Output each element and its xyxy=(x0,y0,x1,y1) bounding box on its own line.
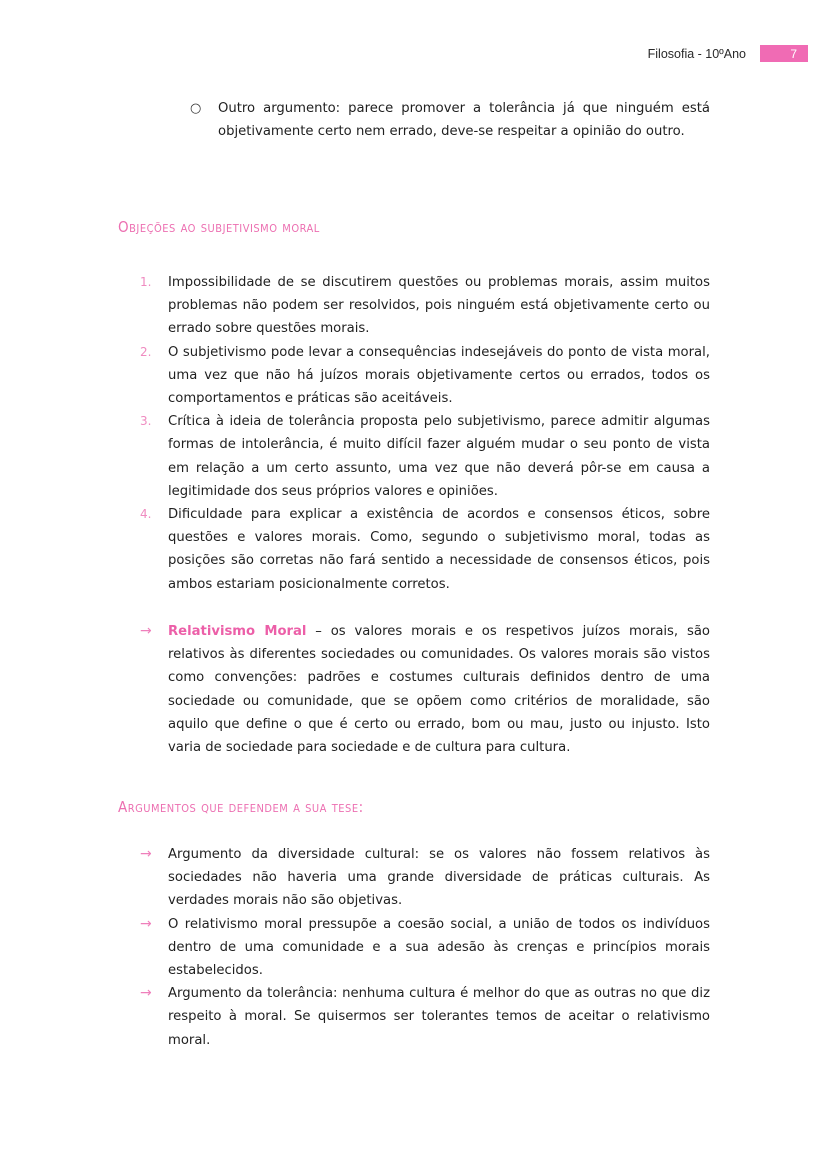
argument-item xyxy=(140,982,710,1052)
objection-item xyxy=(140,410,710,503)
page-number-badge xyxy=(760,45,808,62)
hollow-circle-bullet-icon: ○ xyxy=(190,101,202,116)
page-header xyxy=(648,45,808,62)
arrow-right-icon: → xyxy=(140,623,152,639)
relativism-definition-text: – os valores morais e os respetivos juízos morais, são relativos às diferentes sociedades ou comunidades. Os valores morais são vistos como convenções: padrões e costumes culturais definidos dentro de uma sociedade ou comunidade, que se opõem como critérios de moralidade, são aquilo que define o que é certo ou errado, bom ou mau, justo ou injusto. Isto varia de sociedade para sociedade e de cultura para cultura. xyxy=(168,624,710,756)
objection-item xyxy=(140,271,710,341)
objection-text: O subjetivismo pode levar a consequências indesejáveis do ponto de vista moral, uma vez que não há juízos morais objetivamente certos ou errados, todos os comportamentos e práticas são aceitáveis. xyxy=(168,344,710,407)
argument-text: O relativismo moral pressupõe a coesão social, a união de todos os indivíduos dentro de uma comunidade e a sua adesão às crenças e princípios morais estabelecidos. xyxy=(168,916,710,979)
section-heading-arguments: Argumentos que defendem a sua tese: xyxy=(118,798,364,816)
list-number: 2. xyxy=(140,344,152,359)
argument-text: Argumento da diversidade cultural: se os valores não fossem relativos às sociedades não haveria uma grande diversidade de práticas culturais. As verdades morais não são objetivas. xyxy=(168,847,710,909)
relativism-item xyxy=(140,620,710,759)
argument-text: Argumento da tolerância: nenhuma cultura é melhor do que as outras no que diz respeito à moral. Se quisermos ser tolerantes temos de aceitar o relativismo moral. xyxy=(168,986,710,1048)
list-number: 3. xyxy=(140,414,152,429)
page-number: 7 xyxy=(790,46,797,61)
document-title: Filosofia - 10ºAno xyxy=(647,46,746,61)
objection-item xyxy=(140,503,710,596)
objection-text: Crítica à ideia de tolerância proposta pelo subjetivismo, parece admitir algumas formas de intolerância, é muito difícil fazer alguém mudar o seu ponto de vista em relação a um certo assunto, uma vez que não deverá pôr-se em causa a legitimidade dos seus próprios valores e opiniões. xyxy=(168,414,710,499)
objections-list xyxy=(140,271,710,596)
relativism-term: Relativismo Moral xyxy=(168,624,307,639)
list-number: 4. xyxy=(140,507,152,522)
objection-text: Impossibilidade de se discutirem questões ou problemas morais, assim muitos problemas não podem ser resolvidos, pois ninguém está objetivamente certo ou errado sobre questões morais. xyxy=(168,275,710,337)
list-number: 1. xyxy=(140,275,152,289)
arguments-list xyxy=(140,843,710,1052)
argument-item xyxy=(140,913,710,983)
intro-bullet-item xyxy=(190,97,710,143)
objection-item xyxy=(140,341,710,411)
relativism-text xyxy=(168,620,710,759)
argument-item xyxy=(140,843,710,913)
section-heading-objections: Objeções ao subjetivismo moral xyxy=(118,218,320,236)
arrow-right-icon: → xyxy=(140,985,152,1002)
arrow-right-icon: → xyxy=(140,846,152,862)
intro-text: Outro argumento: parece promover a tolerância já que ninguém está objetivamente certo nem errado, deve-se respeitar a opinião do outro. xyxy=(218,101,710,140)
objection-text: Dificuldade para explicar a existência de acordos e consensos éticos, sobre questões e valores morais. Como, segundo o subjetivismo moral, todas as posições são corretas não fará sentido a necessidade de consensos éticos, pois ambos estariam posicionalmente corretos. xyxy=(168,507,710,592)
arrow-right-icon: → xyxy=(140,915,152,932)
relativism-definition xyxy=(140,620,710,759)
